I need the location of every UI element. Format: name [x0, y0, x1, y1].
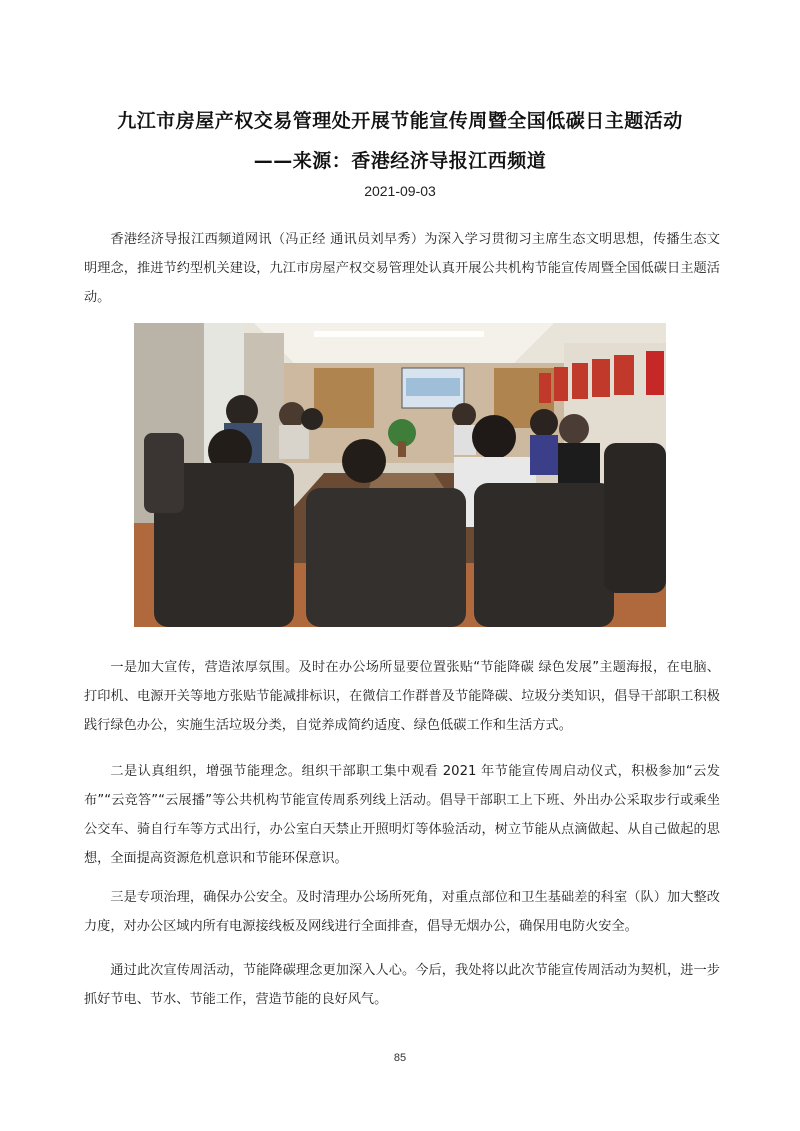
page-number: 85 — [393, 1052, 407, 1064]
paragraph-1: 一是加大宣传，营造浓厚氛围。及时在办公场所显要位置张贴“节能降碳 绿色发展”主题海报，在电脑、打印机、电源开关等地方张贴节能减排标识，在微信工作群普及节能降碳、垃圾分类知识，倡导干部职工积极践行绿色办公，实施生活垃圾分类，自觉养成简约适度、绿色低碳工作和生活方式。 — [84, 660, 720, 733]
intro-paragraph: 香港经济导报江西频道网讯（冯正经 通讯员刘早秀）为深入学习贯彻习主席生态文明思想，传播生态文明理念，推进节约型机关建设，九江市房屋产权交易管理处认真开展公共机构节能宣传周暨全国低碳日主题活动。 — [84, 232, 720, 305]
document-title: 九江市房屋产权交易管理处开展节能宣传周暨全国低碳日主题活动 — [117, 110, 683, 132]
publish-date: 2021-09-03 — [364, 183, 436, 199]
meeting-photo — [134, 323, 666, 627]
paragraph-4: 通过此次宣传周活动，节能降碳理念更加深入人心。今后，我处将以此次节能宣传周活动为契机，进一步抓好节电、节水、节能工作，营造节能的良好风气。 — [84, 963, 720, 1007]
paragraph-2: 二是认真组织，增强节能理念。组织干部职工集中观看 2021 年节能宣传周启动仪式，积极参加“云发布”“云竞答”“云展播”等公共机构节能宣传周系列线上活动。倡导干部职工上下班、外出办公采取步行或乘坐公交车、骑自行车等方式出行，办公室白天禁止开照明灯等体验活动，树立节能从点滴做起、从自己做起的思想，全面提高资源危机意识和节能环保意识。 — [84, 764, 720, 866]
paragraph-3: 三是专项治理，确保办公安全。及时清理办公场所死角，对重点部位和卫生基础差的科室（队）加大整改力度，对办公区域内所有电源接线板及网线进行全面排查，倡导无烟办公，确保用电防火安全。 — [84, 890, 720, 934]
document-source: ——来源：香港经济导报江西频道 — [253, 150, 547, 172]
